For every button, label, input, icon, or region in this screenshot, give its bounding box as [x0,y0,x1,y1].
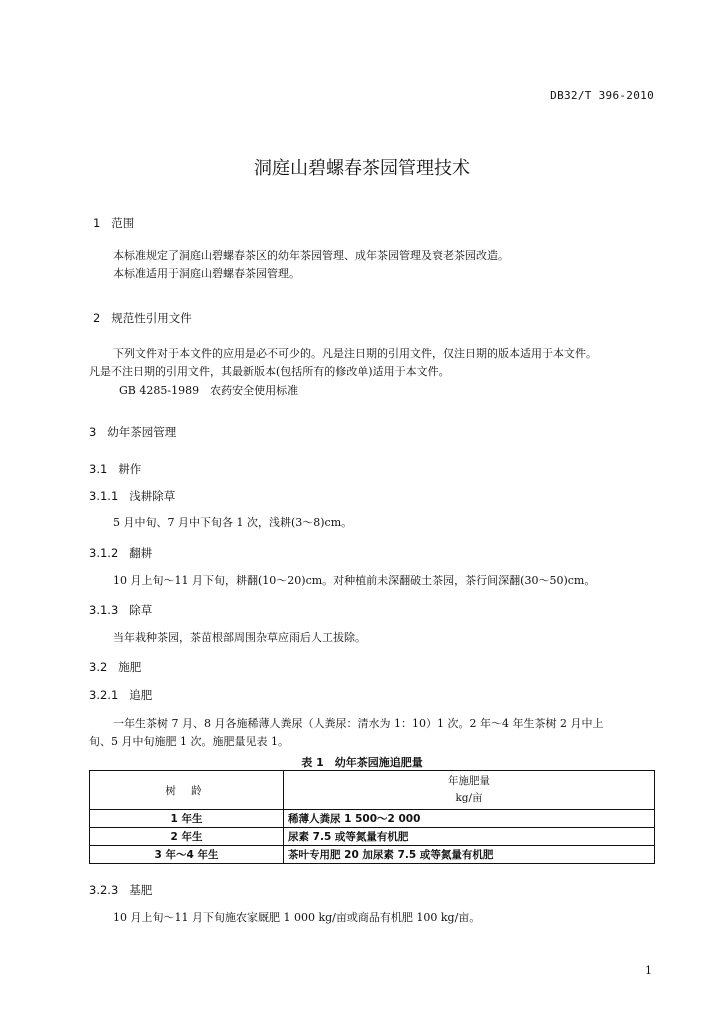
table-cell-age: 1 年生 [90,810,284,828]
section-3-2-3-heading [89,882,152,898]
section-3-1-3-heading [89,602,152,618]
table-cell-age: 3 年～4 年生 [90,846,284,864]
normative-reference: GB 4285-1989 农药安全使用标准 [119,384,299,397]
section-number: 3.1.1 [89,489,119,503]
section-2-heading [93,310,192,326]
section-number: 3.2.3 [89,883,119,897]
paragraph: 凡是不注日期的引用文件，其最新版本(包括所有的修改单)适用于本文件。 [89,365,450,378]
column-header-tree-age: 树 龄 [90,771,284,810]
paragraph: 本标准规定了洞庭山碧螺春茶区的幼年茶园管理、成年茶园管理及衰老茶园改造。 [113,249,509,262]
section-number: 3 [89,425,97,439]
section-number: 1 [93,216,101,230]
paragraph: 旬、5 月中旬施肥 1 次。施肥量见表 1。 [89,735,289,748]
section-title: 施肥 [118,660,142,674]
section-3-2-heading [89,659,141,675]
section-title: 翻耕 [129,546,153,560]
section-number: 3.2.1 [89,688,119,702]
paragraph: 10 月上旬～11 月下旬，耕翻(10～20)cm。对种植前未深翻破土茶园，茶行间深翻(30～50)cm。 [113,574,596,587]
section-title: 除草 [129,603,153,617]
section-3-2-1-heading [89,687,152,703]
table-row [90,810,655,828]
section-3-1-1-heading [89,488,175,504]
table-cell-amount: 尿素 7.5 或等氮量有机肥 [284,828,655,846]
section-1-heading [93,215,134,231]
section-title: 基肥 [129,883,153,897]
section-number: 3.1.3 [89,603,119,617]
column-header-amount [284,771,655,810]
section-number: 2 [93,311,101,325]
section-title: 耕作 [118,462,142,476]
table-header-row [90,771,655,810]
section-title: 追肥 [129,688,153,702]
page-number: 1 [645,964,652,977]
section-3-heading [89,424,176,440]
paragraph: 下列文件对于本文件的应用是必不可少的。凡是注日期的引用文件，仅注日期的版本适用于本文件。 [113,347,597,360]
section-number: 3.1.2 [89,546,119,560]
paragraph: 5 月中旬、7 月中下旬各 1 次，浅耕(3～8)cm。 [113,516,353,529]
table-row [90,828,655,846]
section-3-1-2-heading [89,545,152,561]
paragraph: 10 月上旬～11 月下旬施农家厩肥 1 000 kg/亩或商品有机肥 100 kg/亩。 [113,911,481,924]
standard-number: DB32/T 396-2010 [550,89,654,102]
table-cell-amount: 稀薄人粪尿 1 500～2 000 [284,810,655,828]
section-number: 3.2 [89,660,108,674]
table-caption: 表 1 幼年茶园施追肥量 [301,756,423,769]
section-3-1-heading [89,461,141,477]
table-row [90,846,655,864]
section-title: 范围 [111,216,135,230]
fertilizer-table [89,770,655,864]
column-header-amount-label: 年施肥量 [448,775,490,787]
section-title: 规范性引用文件 [111,311,192,325]
paragraph: 当年栽种茶园，茶苗根部周围杂草应雨后人工拔除。 [113,631,366,644]
section-title: 幼年茶园管理 [107,425,177,439]
table-cell-amount: 茶叶专用肥 20 加尿素 7.5 或等氮量有机肥 [284,846,655,864]
section-number: 3.1 [89,462,108,476]
column-header-amount-unit: kg/亩 [455,792,483,804]
document-title: 洞庭山碧螺春茶园管理技术 [254,158,470,179]
section-title: 浅耕除草 [129,489,176,503]
paragraph: 一年生茶树 7 月、8 月各施稀薄人粪尿（人粪尿：清水为 1：10）1 次。2 年～4 年生茶树 2 月中上 [113,717,604,730]
paragraph: 本标准适用于洞庭山碧螺春茶园管理。 [113,267,300,280]
table-cell-age: 2 年生 [90,828,284,846]
